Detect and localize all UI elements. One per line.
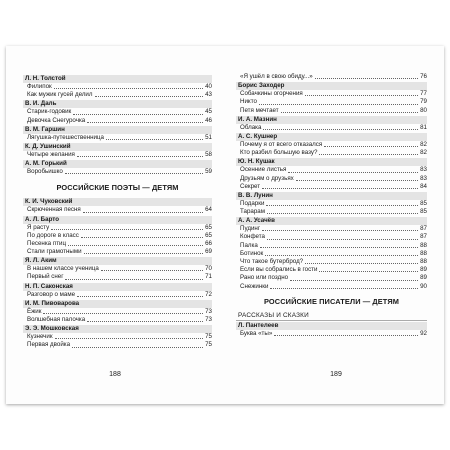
right-page: [225, 46, 444, 404]
toc-entry: [23, 240, 212, 248]
dot-leader: [68, 244, 203, 246]
toc-entry: [236, 258, 427, 266]
toc-entry: [23, 134, 212, 142]
author-group: [236, 322, 427, 338]
toc-entry: [236, 166, 427, 174]
left-toc: [23, 74, 212, 350]
toc-entry: [23, 265, 212, 273]
entry-page-number: 77: [420, 90, 427, 98]
author-heading: Я. Л. Аким: [23, 257, 212, 265]
author-heading: В. В. Лунин: [236, 192, 427, 200]
entry-page-number: 75: [205, 333, 212, 341]
entry-title: По дороге в класс: [27, 231, 79, 239]
dot-leader: [43, 312, 203, 314]
entry-title: Кузнечик: [27, 333, 53, 341]
right-groups-1: [236, 82, 427, 291]
right-toc: [236, 73, 427, 338]
author-heading: Э. Э. Мошковская: [23, 325, 212, 333]
author-group: [236, 116, 427, 132]
entry-page-number: 65: [205, 223, 212, 231]
page-number-left: 188: [109, 371, 121, 378]
author-group: [236, 217, 427, 291]
author-heading: Л. Н. Толстой: [23, 75, 212, 83]
entry-page-number: 82: [420, 149, 427, 157]
dot-leader: [83, 211, 203, 213]
entry-page-number: 66: [205, 239, 212, 247]
entry-title: Кто разбил большую вазу?: [240, 149, 318, 157]
dot-leader: [95, 95, 204, 97]
entry-page-number: 72: [205, 290, 212, 298]
dot-leader: [51, 228, 203, 230]
entry-title: Четыре желания: [27, 150, 75, 158]
dot-leader: [77, 295, 203, 297]
dot-leader: [324, 145, 418, 147]
dot-leader: [65, 278, 203, 280]
author-heading: И. А. Мазнин: [236, 116, 427, 124]
entry-title: Ботинок: [240, 249, 264, 257]
toc-entry: [236, 283, 427, 291]
entry-title: Разговор о маме: [27, 290, 76, 298]
dot-leader: [305, 262, 418, 264]
toc-entry: [236, 266, 427, 274]
toc-entry: [236, 330, 427, 338]
author-group: [236, 158, 427, 191]
dot-leader: [72, 346, 203, 348]
entry-title: Облака: [240, 123, 262, 131]
entry-title: «Я ушёл в свою обиду...»: [240, 73, 313, 80]
entry-title: Лягушка-путешественница: [27, 133, 104, 141]
toc-entry: [23, 83, 212, 91]
entry-page-number: 76: [420, 73, 427, 80]
dot-leader: [262, 229, 418, 231]
dot-leader: [290, 279, 418, 281]
dot-leader: [73, 113, 203, 115]
entry-page-number: 89: [420, 274, 427, 282]
entry-page-number: 85: [420, 199, 427, 207]
entry-title: Стали грамотными: [27, 248, 82, 256]
entry-page-number: 51: [205, 133, 212, 141]
author-group: [23, 198, 212, 214]
toc-entry: [23, 117, 212, 125]
author-group: [23, 216, 212, 257]
author-group: [23, 100, 212, 124]
author-heading: Борис Заходер: [236, 82, 427, 90]
toc-entry: [236, 200, 427, 208]
toc-entry: [236, 98, 427, 106]
toc-entry: [23, 316, 212, 324]
author-group: [236, 82, 427, 115]
entry-title: Друзьям о друзьях: [240, 174, 294, 182]
entry-title: Осенние листья: [240, 166, 287, 174]
toc-entry: [23, 248, 212, 256]
entry-title: Старик-годовик: [27, 108, 72, 116]
entry-page-number: 64: [205, 206, 212, 214]
dot-leader: [265, 254, 418, 256]
dot-leader: [55, 337, 203, 339]
entry-page-number: 83: [420, 174, 427, 182]
dot-leader: [319, 153, 418, 155]
author-heading: А. Л. Барто: [23, 216, 212, 224]
dot-leader: [101, 269, 203, 271]
entry-title: Первый снег: [27, 273, 64, 281]
entry-page-number: 58: [205, 150, 212, 158]
book-spread: [6, 46, 444, 404]
entry-page-number: 87: [420, 233, 427, 241]
toc-entry: [23, 341, 212, 349]
author-heading: К. И. Чуковский: [23, 198, 212, 206]
entry-page-number: 75: [205, 341, 212, 349]
section-title-poets: РОССИЙСКИЕ ПОЭТЫ — ДЕТЯМ: [56, 183, 179, 193]
dot-leader: [54, 87, 203, 89]
toc-entry: [236, 242, 427, 250]
dot-leader: [296, 179, 418, 181]
entry-page-number: 83: [420, 166, 427, 174]
entry-title: Песенка птиц: [27, 239, 67, 247]
entry-title: Волшебная палочка: [27, 316, 86, 323]
entry-title: Никто: [240, 98, 257, 106]
entry-page-number: 45: [205, 108, 212, 116]
entry-title: Подарки: [240, 199, 265, 207]
author-group: [23, 75, 212, 99]
entry-page-number: 69: [205, 248, 212, 256]
entry-page-number: 89: [420, 266, 427, 274]
author-group: [23, 126, 212, 142]
author-heading: А. С. Кушнер: [236, 133, 427, 141]
entry-title: Рано или поздно: [240, 274, 289, 282]
dot-leader: [263, 128, 418, 130]
entry-title: Пудинг: [240, 225, 261, 233]
dot-leader: [87, 121, 203, 123]
author-heading: В. М. Гаршин: [23, 126, 212, 134]
author-group: [236, 133, 427, 157]
entry-page-number: 85: [420, 208, 427, 216]
toc-entry: [23, 232, 212, 240]
entry-page-number: 73: [205, 307, 212, 315]
entry-title: Собачкины огорчения: [240, 90, 303, 98]
entry-page-number: 59: [205, 168, 212, 176]
dot-leader: [260, 246, 418, 248]
entry-title: Скрюченная песня: [27, 206, 81, 214]
entry-page-number: 82: [420, 140, 427, 148]
left-groups-1: [23, 75, 212, 176]
right-groups-2: [236, 322, 427, 338]
dot-leader: [81, 236, 203, 238]
author-group: [236, 192, 427, 216]
toc-entry: [236, 141, 427, 149]
dot-leader: [262, 187, 418, 189]
author-heading: Л. Пантелеев: [236, 322, 427, 330]
section-title-writers: РОССИЙСКИЕ ПИСАТЕЛИ — ДЕТЯМ: [264, 296, 399, 306]
dot-leader: [288, 171, 418, 173]
author-heading: Н. П. Саконская: [23, 283, 212, 291]
entry-title: Если вы собрались в гости: [240, 266, 318, 274]
dot-leader: [87, 320, 203, 322]
entry-page-number: 88: [420, 241, 427, 249]
dot-leader: [270, 287, 418, 289]
author-heading: К. Д. Ушинский: [23, 143, 212, 151]
entry-page-number: 90: [420, 282, 427, 290]
author-group: [23, 325, 212, 349]
dot-leader: [319, 270, 418, 272]
toc-entry: [236, 124, 427, 132]
entry-page-number: 88: [420, 249, 427, 257]
entry-page-number: 80: [420, 106, 427, 114]
entry-title: Ёжик: [27, 307, 42, 315]
entry-title: Тарарам: [240, 208, 265, 216]
dot-leader: [84, 252, 203, 254]
entry-title: Первая двойка: [27, 341, 71, 349]
toc-entry: [23, 91, 212, 99]
entry-title: Воробьишко: [27, 168, 63, 176]
entry-page-number: 92: [420, 329, 427, 337]
toc-entry: [236, 90, 427, 98]
page-number-right: 189: [330, 371, 342, 378]
author-group: [23, 160, 212, 176]
toc-entry: [236, 175, 427, 183]
dot-leader: [267, 212, 418, 214]
entry-page-number: 65: [205, 231, 212, 239]
entry-title: Почему я от всего отказался: [240, 140, 323, 148]
toc-entry: [23, 108, 212, 116]
dot-leader: [106, 138, 203, 140]
entry-page-number: 79: [420, 98, 427, 106]
entry-page-number: 87: [420, 225, 427, 233]
subsection-title-stories: РАССКАЗЫ И СКАЗКИ: [236, 311, 427, 321]
toc-entry: [236, 73, 427, 81]
toc-entry: [23, 308, 212, 316]
dot-leader: [77, 155, 203, 157]
entry-title: Что такое бутерброд?: [240, 258, 304, 265]
entry-title: Филипок: [27, 83, 52, 90]
author-heading: А. М. Горький: [23, 160, 212, 168]
entry-title: Секрет: [240, 182, 261, 190]
entry-page-number: 71: [205, 273, 212, 281]
entry-page-number: 70: [205, 265, 212, 273]
right-lead-items: [236, 73, 427, 81]
dot-leader: [266, 204, 418, 206]
entry-page-number: 84: [420, 182, 427, 190]
entry-title: В нашем классе ученица: [27, 265, 99, 273]
entry-title: Девочка Снегурочка: [27, 116, 86, 124]
toc-entry: [23, 168, 212, 176]
entry-page-number: 43: [205, 91, 212, 99]
entry-title: Снежинки: [240, 282, 269, 290]
author-group: [23, 283, 212, 299]
toc-entry: [23, 206, 212, 214]
author-group: [23, 257, 212, 281]
toc-entry: [236, 208, 427, 216]
dot-leader: [315, 77, 418, 79]
toc-entry: [23, 224, 212, 232]
dot-leader: [259, 103, 418, 105]
entry-page-number: 73: [205, 316, 212, 323]
toc-entry: [236, 233, 427, 241]
author-heading: Ю. Н. Кушак: [236, 158, 427, 166]
dot-leader: [65, 172, 203, 174]
dot-leader: [305, 94, 418, 96]
author-heading: И. М. Пивоварова: [23, 300, 212, 308]
entry-title: Как мужик гусей делил: [27, 91, 93, 99]
entry-title: Палка: [240, 241, 258, 249]
toc-entry: [23, 291, 212, 299]
entry-page-number: 88: [420, 258, 427, 265]
entry-page-number: 40: [205, 83, 212, 90]
author-heading: В. И. Даль: [23, 100, 212, 108]
toc-entry: [236, 107, 427, 115]
dot-leader: [267, 238, 418, 240]
entry-page-number: 81: [420, 123, 427, 131]
dot-leader: [274, 334, 418, 336]
entry-page-number: 46: [205, 116, 212, 124]
toc-entry: [23, 273, 212, 281]
entry-title: Петя мечтает: [240, 106, 279, 114]
entry-title: Буква «ты»: [240, 329, 273, 337]
toc-entry: [23, 333, 212, 341]
author-group: [23, 143, 212, 159]
entry-title: Конфета: [240, 233, 265, 241]
author-heading: А. А. Усачёв: [236, 217, 427, 225]
author-group: [23, 300, 212, 324]
toc-entry: [236, 149, 427, 157]
toc-entry: [236, 274, 427, 282]
toc-entry: [23, 151, 212, 159]
toc-entry: [236, 250, 427, 258]
dot-leader: [281, 111, 418, 113]
left-groups-2: [23, 198, 212, 349]
left-page: [6, 46, 226, 404]
entry-title: Я расту: [27, 223, 50, 231]
toc-entry: [236, 225, 427, 233]
toc-entry: [236, 183, 427, 191]
